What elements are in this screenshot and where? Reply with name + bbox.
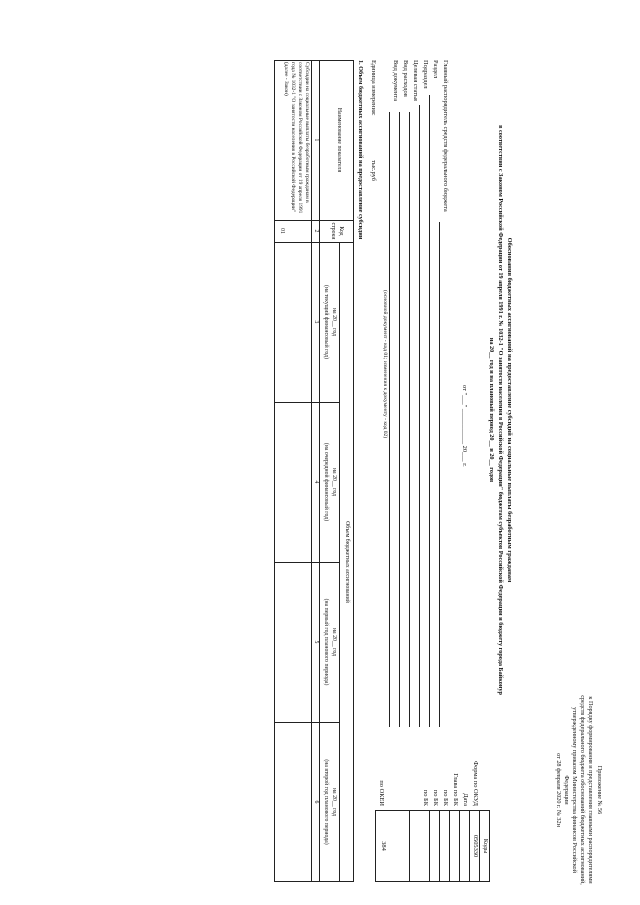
col-code-header: Код строки xyxy=(330,222,344,240)
header-line-3: утвержденному приказом Министерства финансов Российской xyxy=(571,707,578,873)
okei-label: по ОКЕИ xyxy=(378,780,385,806)
date-line: от "___" ___________ 20___ г. xyxy=(461,385,468,467)
header-line-5: от 28 февраля 2020 г. № 32н xyxy=(555,753,562,827)
bk-label-3: по БК xyxy=(422,789,429,806)
col-number-3: 3 xyxy=(313,320,319,324)
field-section: Раздел xyxy=(432,60,439,79)
unit-value: тыс.руб xyxy=(370,160,377,181)
table-row-value-4[interactable] xyxy=(276,722,310,882)
field-subsection: Подраздел xyxy=(422,60,429,89)
col-name-header: Наименование показателя xyxy=(336,107,342,173)
header-line-4: Федерации xyxy=(563,775,570,805)
col-year-1: на 20__ год xyxy=(331,307,337,337)
bk-label-1: по БК xyxy=(442,789,449,806)
col-number-2: 2 xyxy=(313,229,319,233)
table-row-code: 01 xyxy=(279,228,285,234)
unit-label: Единица измерения: xyxy=(370,60,377,116)
field-expense-type: Вид расходов xyxy=(402,60,409,97)
section-1-title: 1. Объем бюджетных ассигнований на предоставление субсидии xyxy=(357,60,364,240)
codes-header: Коды xyxy=(482,838,489,854)
col-number-6: 6 xyxy=(313,800,319,804)
col-number-1: 1 xyxy=(313,138,319,142)
col-group-header: Объем бюджетных ассигнований xyxy=(344,521,350,603)
col-year-4-desc: (на второй год планового периода) xyxy=(323,759,329,845)
header-line-2: средств федерального бюджета обоснований бюджетных ассигнований, xyxy=(579,695,586,885)
field-target-article: Целевая статья xyxy=(412,60,419,101)
document-title-3: на 20__ год и на плановый период 20__ и 20__ годов xyxy=(488,337,495,483)
okud-label: Форма по ОКУД xyxy=(472,761,479,806)
col-year-3: на 20__ год xyxy=(331,627,337,657)
col-year-2: на 20__ год xyxy=(331,467,337,497)
col-number-4: 4 xyxy=(313,480,319,484)
table-row-value-2[interactable] xyxy=(276,402,310,562)
appendix-number: Приложение № 56 xyxy=(596,765,603,815)
field-document-type: Вид документа xyxy=(392,60,399,102)
document-type-note: (основной документ - код 01; изменения к документу - код 02) xyxy=(382,290,388,439)
table-row-value-1[interactable] xyxy=(276,242,310,402)
field-main-manager: Главный распорядитель средств федерального бюджета xyxy=(442,60,449,212)
glava-label: Глава по БК xyxy=(452,773,459,806)
bk-label-2: по БК xyxy=(432,789,439,806)
col-year-2-desc: (на очередной финансовый год) xyxy=(323,442,329,522)
header-line-1: к Порядку формирования и представления главными распорядителями xyxy=(587,696,594,884)
col-year-3-desc: (на первый год планового периода) xyxy=(323,598,329,686)
table-row-value-3[interactable] xyxy=(276,562,310,722)
okei-value: 384 xyxy=(380,841,387,851)
table-row-name: Субсидии на социальные выплаты безработным гражданам в соответствии с Законом Российской Федерации от 19 апреля 1991 года № 1032-1 "О занятости населения в Российской Федерации" (далее - Закон) xyxy=(282,62,310,214)
okud-value: 0505330 xyxy=(472,834,479,858)
col-year-1-desc: (на текущий финансовый год) xyxy=(323,284,329,360)
document-title-1: Обоснования бюджетных ассигнований на предоставление субсидий на социальные выплаты безработным гражданам xyxy=(506,237,513,583)
date-code-label: Дата xyxy=(462,793,469,806)
col-number-5: 5 xyxy=(313,640,319,644)
document-title-2: в соответствии с Законом Российской Федерации от 19 апреля 1991 г. № 1032-1 "О занятости населения в Российской Федерации" бюджетам субъектов Российской Федерации и бюджету города Байконур xyxy=(497,125,504,695)
field-main-manager-line xyxy=(439,222,440,727)
col-year-4: на 20__ год xyxy=(331,787,337,817)
